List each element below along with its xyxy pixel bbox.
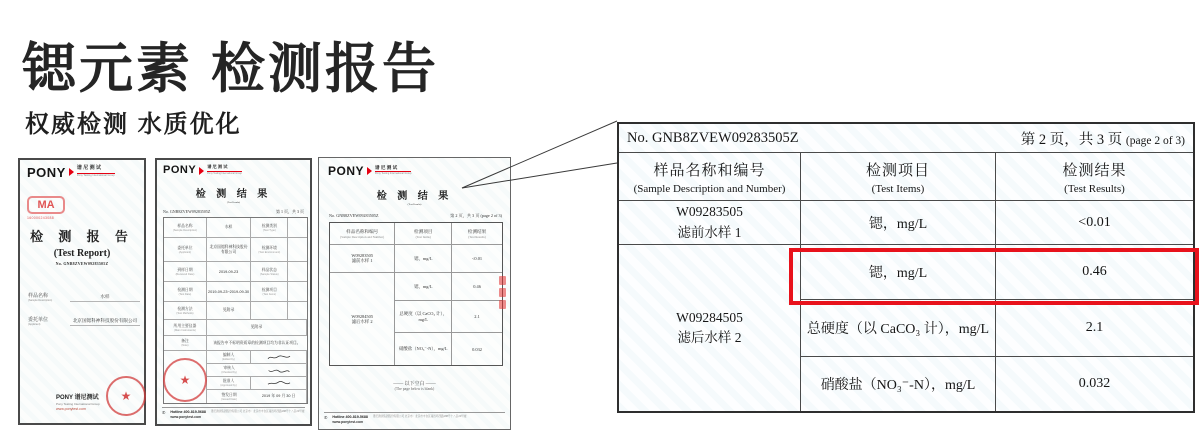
signature-mark xyxy=(266,353,292,362)
row3-result: 2.1 xyxy=(996,300,1193,357)
row4-item: 硝酸盐（NO₃⁻-N），mg/L xyxy=(801,357,996,411)
pony-logo-sub: Pony Testing International Group xyxy=(207,171,242,175)
doc3-title-en: (Test Results) xyxy=(407,203,422,206)
cell-label: 签发日期 xyxy=(221,392,237,397)
seal-star-icon: ★ xyxy=(120,389,132,403)
results-page-1 xyxy=(155,158,312,426)
pony-logo-word: PONY xyxy=(328,164,365,178)
doc1-footer xyxy=(56,395,100,411)
cell-label: 备注 xyxy=(181,339,189,343)
cma-stamp: MA xyxy=(27,196,65,214)
pony-logo-word: PONY xyxy=(27,165,66,180)
cell-label: 样品状态 xyxy=(261,267,277,272)
field-label: 委托单位 xyxy=(28,317,49,323)
row2-item-highlighted: 锶，mg/L xyxy=(801,245,996,300)
issued-date: 2019 年 09 月 30 日 xyxy=(261,394,296,398)
row1-result: <0.01 xyxy=(996,201,1193,245)
doc3-footer xyxy=(324,412,505,424)
red-stamp-remnant xyxy=(499,276,506,309)
pony-logo-cn: 谱 尼 测 试 xyxy=(207,164,228,169)
cell-label: 检测项目 xyxy=(261,287,277,292)
doc1-report-no: No. GNB8ZVEW09283505Z xyxy=(55,261,109,266)
cell-label: 委托单位 xyxy=(177,245,193,250)
footer-address: 谱尼测试集团股份有限公司 北京市：北京市丰台区南四环西路188号十八区23号楼 xyxy=(210,409,305,413)
cell-label: 检测日期 xyxy=(177,287,193,292)
cell-value: 见附录 xyxy=(222,308,235,312)
blank-note-zh: —— 以下空白 —— xyxy=(393,382,436,387)
doc3-page-zh: 第 2 页，共 3 页 xyxy=(450,213,480,218)
cell-label: 审核人 xyxy=(223,366,235,370)
cell-label: 编制人 xyxy=(222,353,235,357)
report-cover-page xyxy=(18,158,146,425)
cell-label: 样品名称 xyxy=(177,223,193,228)
pony-logo-triangle-icon xyxy=(69,168,74,176)
footer-url: www.ponytest.com xyxy=(332,419,364,424)
pony-logo xyxy=(27,166,115,179)
field-label-en: (Sample Description) xyxy=(28,299,53,302)
sample2-cell: W09284505 滤后水样 2 xyxy=(619,245,801,411)
cell-value: 水样 xyxy=(224,225,233,229)
signature-mark xyxy=(266,379,292,388)
pony-logo-cn: 谱 尼 测 试 xyxy=(76,165,102,171)
phone-icon: ✆ xyxy=(162,409,166,415)
doc2-title-en: (Test Results) xyxy=(226,201,241,204)
doc1-field-sample xyxy=(28,292,140,302)
cell-value: 2019-09-23~2019-09-30 xyxy=(208,289,250,294)
cell-label: 检测类别 xyxy=(261,223,277,228)
footer-url: www.ponytest.com xyxy=(56,406,86,411)
highlight-box xyxy=(789,248,1199,305)
row1-item: 锶，mg/L xyxy=(801,201,996,245)
cell-value: 2019-09-23 xyxy=(218,269,239,274)
field-label-en: (Applicant) xyxy=(28,323,41,326)
footer-url: www.ponytest.com xyxy=(170,414,202,419)
cell-label: 到样日期 xyxy=(177,267,193,272)
phone-icon: ✆ xyxy=(324,414,328,420)
doc2-footer xyxy=(162,407,305,419)
doc2-page-indicator: 第 1 页，共 3 页 xyxy=(276,209,304,214)
sample1-cell: W09283505 滤前水样 1 xyxy=(619,201,801,245)
signature-mark xyxy=(266,366,292,375)
footer-brand: PONY 谱尼测试 xyxy=(56,395,99,402)
column-header-sample: 样品名称和编号 (Sample Description and Number) xyxy=(619,153,801,201)
pony-logo-word: PONY xyxy=(163,164,197,176)
field-value: 水样 xyxy=(70,294,140,302)
footer-brand-en: Pony Testing International Group xyxy=(56,401,100,406)
pony-logo xyxy=(328,165,411,177)
cma-stamp-number: 160000243088 xyxy=(27,216,54,220)
round-seal xyxy=(163,358,207,402)
blank-note-en: (The page below is blank) xyxy=(394,387,435,391)
doc3-report-no: No. GNB8ZVEW09283505Z xyxy=(329,213,379,218)
doc1-title: 检 测 报 告 xyxy=(30,229,134,244)
seal-star-icon: ★ xyxy=(179,373,191,387)
hotline: Hotline 400-819-5688 xyxy=(332,414,368,419)
page-title: 锶元素 检测报告 xyxy=(22,39,440,99)
pony-logo-cn: 谱 尼 测 试 xyxy=(375,165,398,170)
row3-item: 总硬度（以 CaCO₃ 计），mg/L xyxy=(801,300,996,357)
footer-address: 谱尼测试集团股份有限公司 北京市：北京市丰台区南四环西路188号十八区23号楼 xyxy=(372,414,467,418)
cell-value: 北京国锶科神科技股份有限公司 xyxy=(209,244,248,254)
doc2-title: 检 测 结 果 xyxy=(195,189,272,200)
cell-label: 检测方法 xyxy=(177,306,193,311)
page-subtitle: 权威检测 水质优化 xyxy=(25,111,242,138)
column-header-items: 检测项目 (Test Items) xyxy=(801,153,996,201)
pony-logo-triangle-icon xyxy=(199,167,204,175)
report-number: No. GNB8ZVEW09283505Z xyxy=(627,129,799,146)
pony-logo-sub: Pony Testing International Group xyxy=(375,172,412,176)
field-value: 北京国锶科神科技股份有限公司 xyxy=(70,318,140,326)
doc3-results-table: 样品名称和编号 (Sample Description and Number) 检测项目 (Test Items) 检测结果 (Test Results) W09283505 滤前水样 1 锶，mg/L <0.01 W09284505 滤后水样 2 锶，mg/L 0.46 总硬度（以 CaCO₃ 计），mg/L 2.1 硝酸盐（NO₃⁻-N），mg/L 0.032 xyxy=(329,222,503,366)
doc3-page-en: (page 2 of 3) xyxy=(480,213,502,218)
column-header-results: 检测结果 (Test Results) xyxy=(996,153,1193,201)
round-seal xyxy=(106,376,146,416)
doc2-report-no: No. GNB8ZVEW09283505Z xyxy=(163,209,211,214)
hotline: Hotline 400-819-5688 xyxy=(170,409,206,414)
doc3-title: 检 测 结 果 xyxy=(376,191,453,202)
doc1-field-applicant xyxy=(28,316,140,326)
field-label: 样品名称 xyxy=(28,293,49,299)
cell-value: 该报告中不标明资质章的检测项目均为非认证项目。 xyxy=(213,340,301,345)
doc2-info-table: 样品名称 (Sample Description) 水样 检测类别 (Test Type) 委托单位 (Applicant) 北京国锶科神科技股份有限公司 检测环境 (Test Environment) 到样日期 (Received Date) 2019-09-23 样品状态 (Sample Status) 检测日期 (Test Date) 2019-09-23~2019-09-30 检测项目 (Test Items) 检测方法 (Test Methods) 见附录 所用主要仪器 (Main Instruments) 见附录 备注 (Note) 该报告中不标明资质章的检测项目均为非认证项目。 编制人 (Edited by) 审核人 (Checked by) 批准人 (Approved by) 签发日期 (Issued Date) 2019 年 09 月 30 日 xyxy=(163,217,308,404)
cell-value: 见附录 xyxy=(250,325,263,329)
cell-label: 批准人 xyxy=(222,379,235,383)
page-indicator: 第 2 页，共 3 页 (page 2 of 3) xyxy=(1020,131,1185,148)
row4-result: 0.032 xyxy=(1078,376,1111,391)
pony-logo-sub: Pony Testing International Group xyxy=(76,173,115,177)
pony-logo-triangle-icon xyxy=(367,167,372,175)
row2-result-highlighted: 0.46 xyxy=(996,245,1193,300)
cell-label: 所用主要仪器 xyxy=(173,323,197,328)
results-page-2 xyxy=(318,157,511,430)
pony-logo xyxy=(163,165,242,176)
doc1-title-en: (Test Report) xyxy=(53,248,111,259)
cell-label: 检测环境 xyxy=(261,245,277,250)
